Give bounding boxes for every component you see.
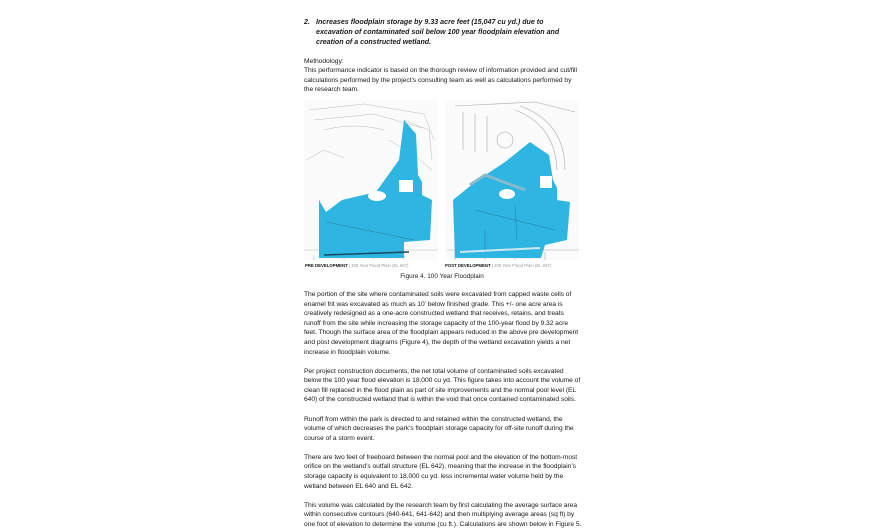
paragraph: Per project construction documents, the net total volume of contaminated soils excavated below the 100 year flood elevation is 18,000 cu yd. This figure takes into account the volume of clean fill replaced in the flood plain as part of site improvements and the normal pool level (EL 640) of the constructed wetland that is within the void that once contained contaminated soils. (304, 367, 581, 404)
document-body (304, 290, 582, 529)
item-text: Increases floodplain storage by 9.33 acre feet (15,047 cu yd.) due to excavation of contaminated soil below 100 year floodplain elevation and creation of a constructed wetland. (316, 18, 560, 47)
post-label-title: POST DEVELOPMENT (445, 263, 491, 268)
paragraph: Runoff from within the park is directed to and retained within the constructed wetland, the volume of which decreases the park’s floodplain storage capacity for off-site runoff during the course of a storm event. (304, 415, 574, 442)
methodology-heading: Methodology: (304, 57, 344, 65)
item-number: 2. (304, 18, 310, 26)
pre-development-label (305, 263, 408, 268)
pre-development-map (304, 100, 438, 260)
methodology-text: This performance indicator is based on the thorough review of information provided and cut/fill calculations performed by the project’s consulting team as well as calculations performed by the research team. (304, 67, 577, 94)
post-development-label (445, 263, 551, 268)
document-header (304, 17, 582, 95)
pre-label-detail: | 100 Year Flood Plain (EL 657) (347, 263, 409, 268)
figure-caption: Figure 4. 100 Year Floodplain (400, 273, 484, 280)
paragraph: There are two feet of freeboard between the normal pool and the elevation of the bottom-most orifice on the wetland’s outfall structure (EL 642), meaning that the increase in the floodplain’s storage capacity is equivalent to 18,000 cu yd. less incremental water volume held by the wetland between EL 640 and EL 642. (304, 453, 578, 490)
paragraph: The portion of the site where contaminated soils were excavated from capped waste cells of enamel frit was excavated as much as 10’ below finished grade. This +/- one acre area is creatively redesigned as a one-acre constructed wetland that receives, retains, and treats runoff from the site while increasing the storage capacity of the 100-year flood by 9.32 acre feet. Though the surface area of the floodplain appears reduced in the above pre development and post development diagrams (Figure 4), the depth of the wetland excavation yields a net increase in floodplain volume. (304, 291, 579, 356)
figure-4 (304, 100, 580, 272)
paragraph: This volume was calculated by the research team by first calculating the average surface area within consecutive contours (640-641, 641-642) and then multiplying average areas (sq ft) by one foot of elevation to determine the volume (cu ft.). Calculations are shown below in Figure 5. (304, 501, 582, 528)
pre-label-title: PRE DEVELOPMENT (305, 263, 348, 268)
performance-item (304, 17, 582, 48)
post-label-detail: | 100 Year Flood Plain (EL 657) (490, 263, 552, 268)
post-development-map (445, 100, 579, 260)
